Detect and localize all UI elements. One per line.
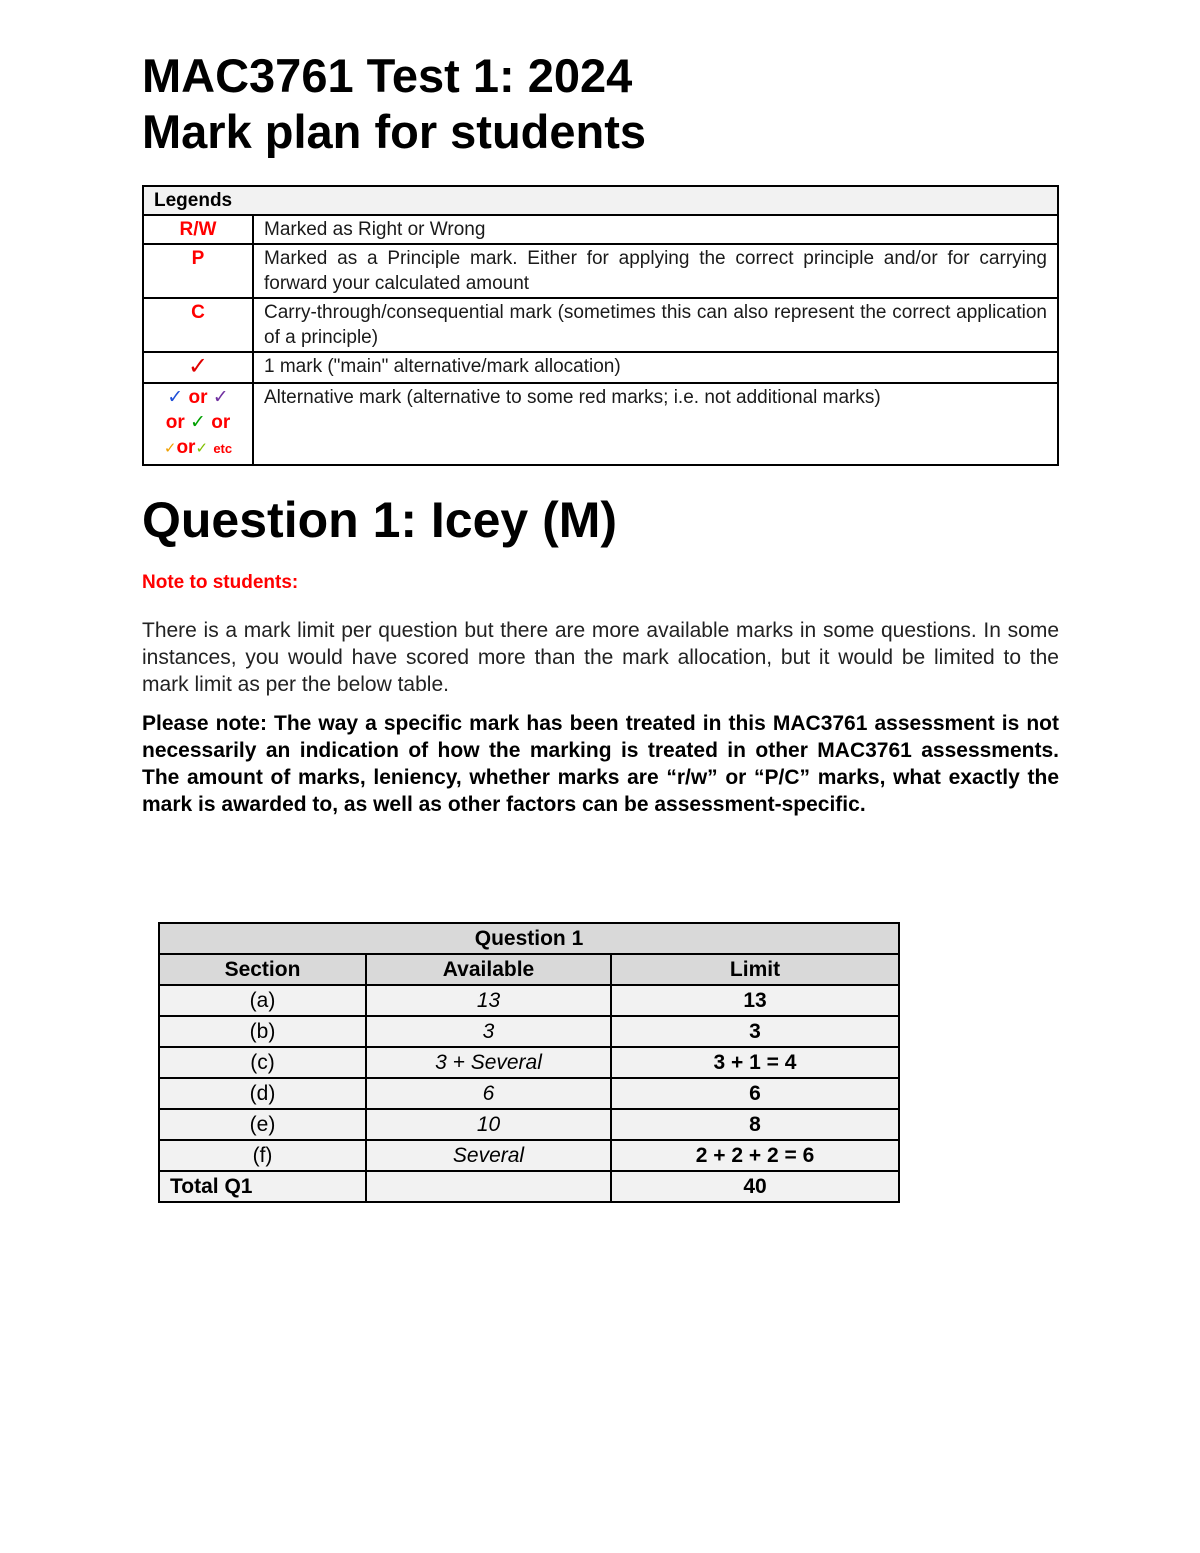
legend-row [143, 215, 1058, 244]
green-check-icon: ✓ [190, 412, 206, 433]
or-text: or [176, 437, 196, 458]
legend-desc: Marked as a Principle mark. Either for applying the correct principle and/or for carrying forward your calculated amount [253, 244, 1058, 298]
or-text: or [211, 412, 231, 433]
cell-available: 3 [366, 1016, 611, 1047]
title-line-1: MAC3761 Test 1: 2024 [142, 49, 633, 102]
question-heading: Question 1: Icey (M) [142, 492, 618, 548]
column-header-section: Section [159, 954, 366, 985]
cell-limit: 8 [611, 1109, 899, 1140]
cell-limit: 6 [611, 1078, 899, 1109]
cell-available: 13 [366, 985, 611, 1016]
cell-limit: 13 [611, 985, 899, 1016]
note-paragraph: There is a mark limit per question but there are more available marks in some questions. In some instances, you would have scored more than the mark allocation, but it would be limited to the mark limit as per the below table. [142, 619, 1059, 696]
purple-check-icon: ✓ [212, 387, 229, 408]
cell-section: (f) [159, 1140, 366, 1171]
legend-code-alternatives [143, 383, 253, 465]
legend-row [143, 298, 1058, 352]
question-1-limits-table [158, 922, 900, 1203]
cell-total-available [366, 1171, 611, 1202]
or-text: or [188, 387, 208, 408]
cell-total-limit: 40 [611, 1171, 899, 1202]
table-row [159, 1078, 899, 1109]
table-row [159, 1016, 899, 1047]
legend-desc: Alternative mark (alternative to some red marks; i.e. not additional marks) [253, 383, 1058, 465]
legend-header: Legends [143, 186, 1058, 215]
cell-available: Several [366, 1140, 611, 1171]
legend-code-p: P [143, 244, 253, 298]
table-caption: Question 1 [159, 923, 899, 954]
table-total-row [159, 1171, 899, 1202]
legend-table [142, 185, 1059, 466]
note-label: Note to students: [142, 572, 299, 593]
legend-row [143, 352, 1058, 383]
lime-check-icon: ✓ [195, 440, 209, 457]
legend-row [143, 244, 1058, 298]
table-row [159, 985, 899, 1016]
cell-section: (e) [159, 1109, 366, 1140]
legend-code-rw: R/W [143, 215, 253, 244]
column-header-limit: Limit [611, 954, 899, 985]
cell-available: 6 [366, 1078, 611, 1109]
cell-limit: 2 + 2 + 2 = 6 [611, 1140, 899, 1171]
cell-section: (b) [159, 1016, 366, 1047]
orange-check-icon: ✓ [163, 440, 177, 457]
cell-section: (c) [159, 1047, 366, 1078]
blue-check-icon: ✓ [167, 387, 184, 408]
table-row [159, 1109, 899, 1140]
cell-available: 10 [366, 1109, 611, 1140]
or-text: or [165, 412, 185, 433]
legend-desc: Carry-through/consequential mark (sometimes this can also represent the correct application of a principle) [253, 298, 1058, 352]
legend-desc: Marked as Right or Wrong [253, 215, 1058, 244]
cell-total-label: Total Q1 [159, 1171, 366, 1202]
cell-section: (d) [159, 1078, 366, 1109]
document-page [142, 48, 1059, 818]
please-note-paragraph: Please note: The way a specific mark has been treated in this MAC3761 assessment is not necessarily an indication of how the marking is treated in other MAC3761 assessments. The amount of marks, leniency, whether marks are “r/w” or “P/C” marks, what exactly the mark is awarded to, as well as other factors can be assessment-specific. [142, 712, 1059, 816]
table-row [159, 1140, 899, 1171]
document-title [142, 48, 1059, 160]
legend-row [143, 383, 1058, 465]
cell-limit: 3 + 1 = 4 [611, 1047, 899, 1078]
legend-desc: 1 mark ("main" alternative/mark allocation) [253, 352, 1058, 383]
etc-text: etc [213, 441, 233, 456]
cell-section: (a) [159, 985, 366, 1016]
red-check-icon: ✓ [187, 353, 209, 380]
cell-limit: 3 [611, 1016, 899, 1047]
column-header-available: Available [366, 954, 611, 985]
title-line-2: Mark plan for students [142, 105, 647, 158]
cell-available: 3 + Several [366, 1047, 611, 1078]
legend-code-c: C [143, 298, 253, 352]
table-row [159, 1047, 899, 1078]
